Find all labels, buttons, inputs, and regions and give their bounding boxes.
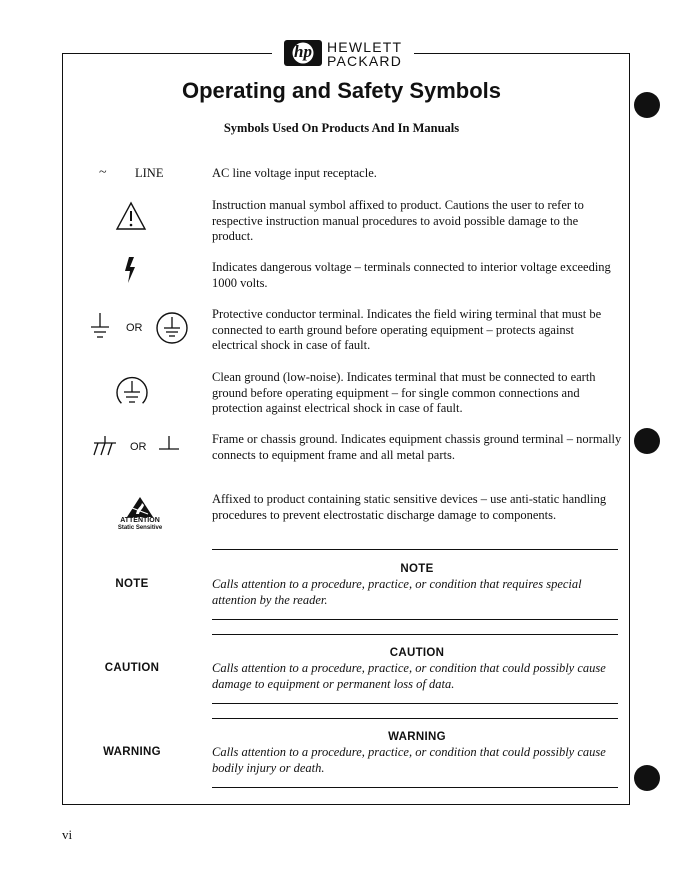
caution-bottom-rule [212, 703, 618, 704]
warning-top-rule [212, 718, 618, 719]
dangerous-voltage-description: Indicates dangerous voltage – terminals connected to interior voltage exceeding 1000 volts. [212, 260, 611, 290]
binder-hole-middle [634, 428, 660, 454]
attention-label: ATTENTION [120, 517, 160, 524]
caution-label: CAUTION [104, 662, 160, 674]
note-text: Calls attention to a procedure, practice, or condition that requires special attention by the reader. [212, 577, 582, 607]
earth-ground-icon [90, 313, 110, 345]
page-title: Operating and Safety Symbols [181, 78, 502, 103]
static-sensitive-label: Static Sensitive [117, 525, 163, 531]
instruction-manual-icon [116, 202, 146, 230]
warning-text: Calls attention to a procedure, practice, or condition that could possibly cause bodily injury or death. [212, 745, 606, 775]
page-number: vi [62, 827, 73, 842]
warning-heading: WARNING [388, 731, 446, 743]
company-name-line1: HEWLETT [327, 39, 403, 55]
protective-conductor-icon [155, 311, 189, 345]
company-name-line2: PACKARD [327, 53, 403, 69]
clean-ground-description: Clean ground (low-noise). Indicates terminal that must be connected to earth ground before operating equipment – for single common connections and protection against electrical shock in case of fault. [212, 370, 596, 416]
static-sensitive-description: Affixed to product containing static sensitive devices – use anti-static handling procedures to prevent electrostatic discharge damage to components. [212, 492, 607, 522]
note-bottom-rule [212, 619, 618, 620]
hp-logo-text: hp [294, 42, 312, 61]
page-subtitle: Symbols Used On Products And In Manuals [223, 121, 460, 135]
hp-logo [284, 40, 322, 66]
line-description: AC line voltage input receptacle. [212, 166, 377, 180]
dangerous-voltage-icon [124, 257, 138, 283]
note-top-rule [212, 549, 618, 550]
caution-heading: CAUTION [389, 647, 445, 659]
line-label: LINE [135, 166, 164, 180]
warning-label: WARNING [103, 746, 161, 758]
note-heading: NOTE [400, 563, 434, 575]
frame-ground-description: Frame or chassis ground. Indicates equipment chassis ground terminal – normally connects to equipment frame and all metal parts. [212, 432, 622, 462]
frame-or-label: OR [130, 441, 147, 453]
static-sensitive-icon [126, 496, 154, 518]
instruction-manual-description: Instruction manual symbol affixed to product. Cautions the user to refer to respective instruction manual procedures to avoid possible damage to the product. [212, 198, 584, 244]
binder-hole-top [634, 92, 660, 118]
warning-bottom-rule [212, 787, 618, 788]
chassis-ground-icon [158, 436, 182, 454]
binder-hole-bottom [634, 765, 660, 791]
protective-or-label: OR [126, 322, 143, 334]
caution-text: Calls attention to a procedure, practice, or condition that could possibly cause damage to equipment or permanent loss of data. [212, 661, 606, 691]
frame-ground-icon [92, 436, 118, 458]
caution-top-rule [212, 634, 618, 635]
protective-conductor-description: Protective conductor terminal. Indicates the field wiring terminal that must be connected to earth ground before operating equipment – protects against electrical shock in case of fault. [212, 307, 602, 353]
note-label: NOTE [115, 578, 149, 590]
clean-ground-icon [114, 374, 150, 410]
line-tilde-symbol: ~ [99, 165, 107, 180]
